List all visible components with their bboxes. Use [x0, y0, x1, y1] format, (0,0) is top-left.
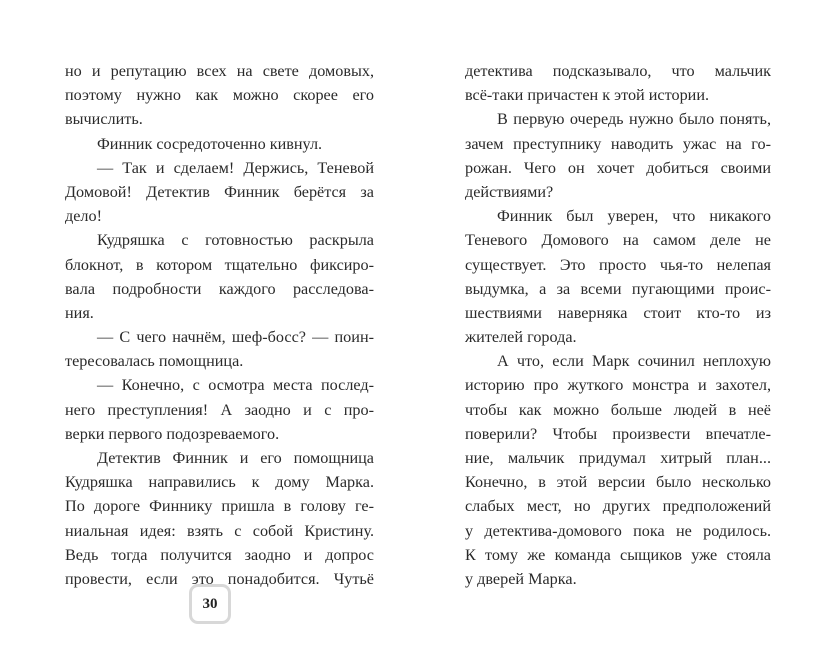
text-line: чтобы как можно больше людей в неё	[465, 400, 771, 419]
text-line: Ведь тогда получится заодно и допрос	[65, 545, 374, 564]
page-number-badge	[189, 584, 231, 624]
text-line: Теневого Домового на самом деле не	[465, 231, 771, 250]
text-line: детектива подсказывало, что мальчик	[465, 62, 771, 80]
text-line: По дороге Финнику пришла в голову ге-	[65, 497, 374, 516]
text-line: вала подробности каждого расследова-	[65, 279, 374, 298]
text-line: шествиями наверняка стоит кто-то из	[465, 303, 771, 322]
text-line: всё-таки причастен к этой истории.	[465, 86, 710, 105]
text-line: А что, если Марк сочинил неплохую	[497, 352, 771, 371]
text-line: него преступления! А заодно и с про-	[65, 400, 374, 419]
text-line: верки первого подозреваемого.	[65, 424, 280, 443]
text-line: ниальная идея: взять с собой Кристину.	[65, 521, 374, 540]
text-line: ния.	[65, 303, 94, 322]
text-line: Домовой! Детектив Финник берётся за	[65, 182, 374, 201]
text-line: Кудряшка с готовностью раскрыла	[97, 231, 374, 250]
text-line: Кудряшка направились к дому Марка.	[65, 473, 374, 492]
text-line: поэтому нужно как можно скорее его	[65, 86, 374, 105]
text-line: — Конечно, с осмотра места послед-	[97, 376, 374, 395]
text-line: историю про жуткого монстра и захотел,	[465, 376, 771, 395]
text-line: Детектив Финник и его помощница	[97, 449, 374, 467]
left-page-text	[65, 59, 374, 591]
text-line: вычислить.	[65, 110, 143, 129]
text-line: блокнот, в котором тщательно фиксиро-	[65, 255, 374, 274]
text-line: существует. Это просто чья-то нелепая	[465, 255, 771, 274]
text-line: Финник сосредоточенно кивнул.	[97, 134, 323, 153]
text-line: слабых мест, но других предположений	[465, 497, 771, 516]
text-line: дело!	[65, 207, 102, 226]
text-line: Конечно, в этой версии было несколько	[465, 473, 771, 492]
text-line: действиями?	[465, 182, 554, 201]
text-line: ние, мальчик придумал хитрый план...	[465, 449, 771, 467]
text-line: жителей города.	[465, 328, 577, 347]
text-line: но и репутацию всех на свете домовых,	[65, 62, 374, 80]
text-line: провести, если это понадобится. Чутьё	[65, 569, 374, 588]
text-line: — Так и сделаем! Держись, Теневой	[97, 158, 374, 177]
right-page-text	[465, 59, 771, 591]
text-line: выдумка, а за всеми пугающими проис-	[465, 279, 771, 298]
text-line: — С чего начнём, шеф-босс? — поин-	[97, 328, 374, 347]
text-line: В первую очередь нужно было понять,	[497, 110, 771, 129]
text-line: К тому же команда сыщиков уже стояла	[465, 545, 771, 564]
text-line: у дверей Марка.	[465, 569, 577, 588]
text-line: рожан. Чего он хочет добиться своими	[465, 158, 771, 177]
text-line: Финник был уверен, что никакого	[497, 207, 771, 226]
text-line: зачем преступнику наводить ужас на го-	[465, 134, 771, 153]
page-number: 30	[202, 595, 218, 612]
text-line: у детектива-домового пока не родилось.	[465, 521, 771, 540]
text-line: тересовалась помощница.	[65, 352, 244, 371]
text-line: поверили? Чтобы произвести впечатле-	[465, 424, 771, 443]
